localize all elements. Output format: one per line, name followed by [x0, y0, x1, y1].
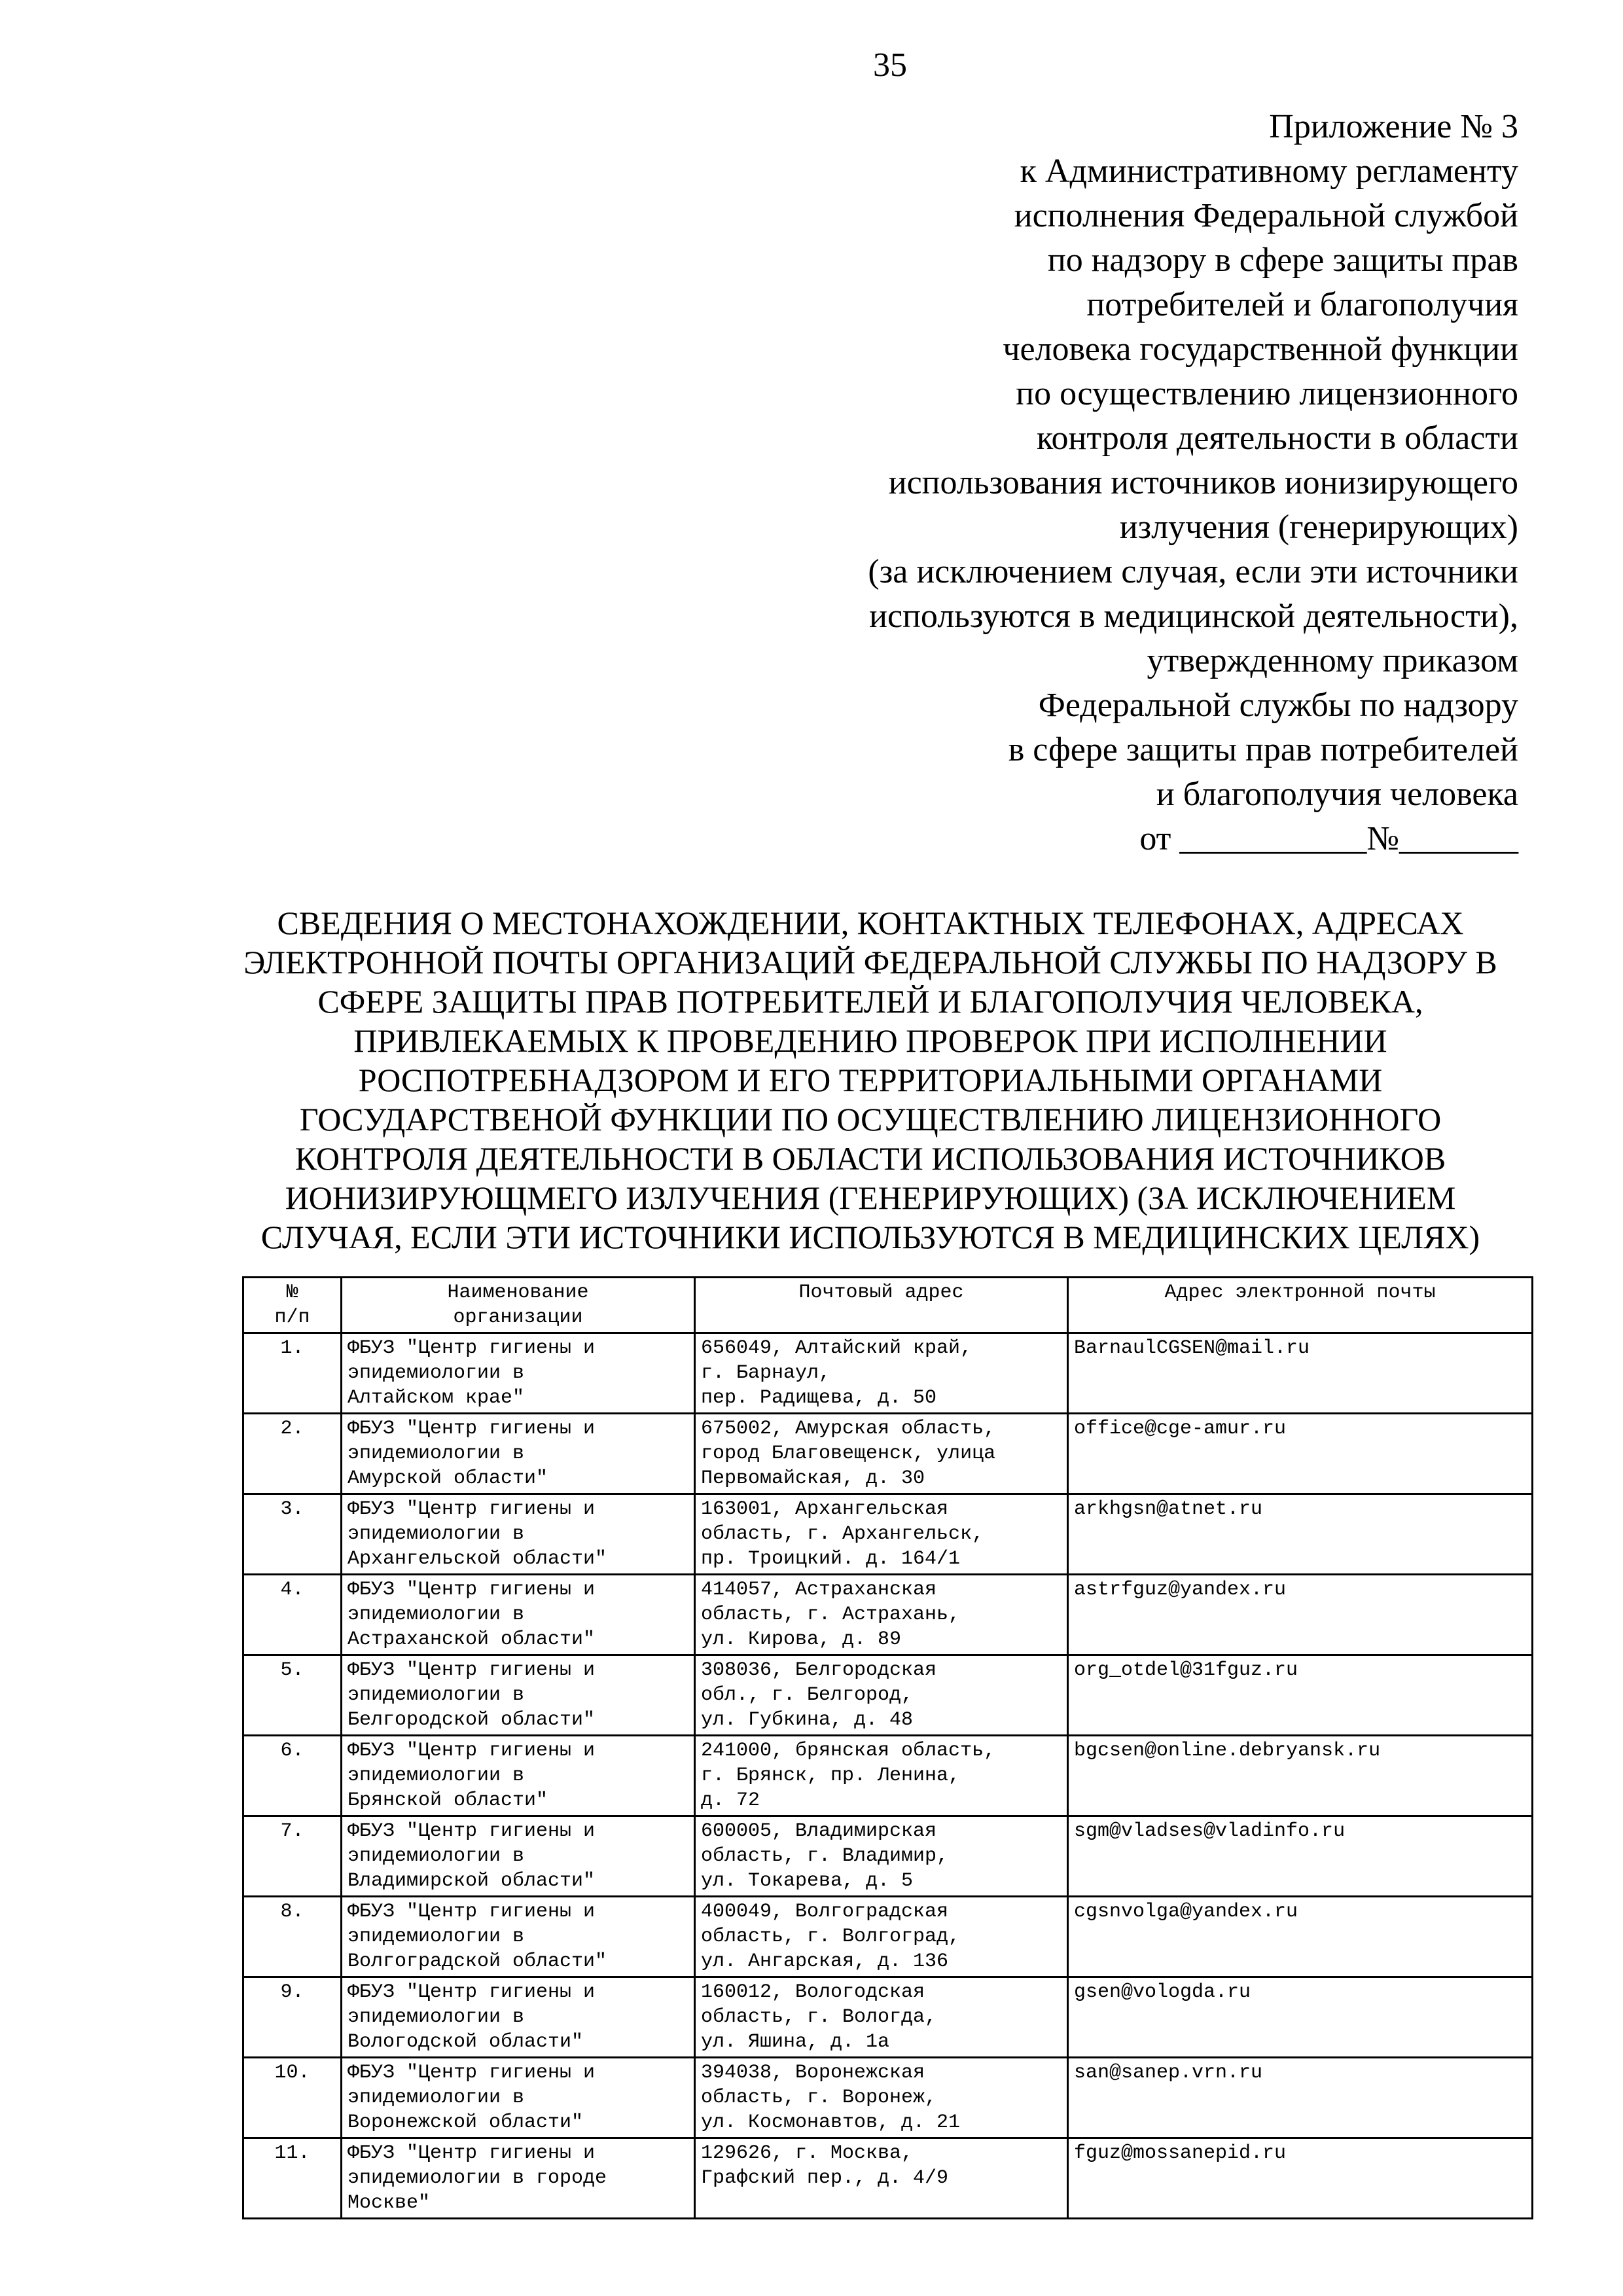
table-row [243, 1816, 1533, 1897]
row-number: 10. [243, 2058, 342, 2138]
table-row [243, 2058, 1533, 2138]
email-address: sgm@vladses@vladinfo.ru [1068, 1816, 1533, 1897]
postal-address: 308036, Белгородская обл., г. Белгород, ул. Губкина, д. 48 [695, 1655, 1068, 1736]
row-number: 9. [243, 1977, 342, 2058]
heading-line: ГОСУДАРСТВЕНОЙ ФУНКЦИИ ПО ОСУЩЕСТВЛЕНИЮ ЛИЦЕНЗИОННОГО [299, 1101, 1442, 1138]
row-number: 5. [243, 1655, 342, 1736]
postal-address: 160012, Вологодская область, г. Вологда, ул. Яшина, д. 1а [695, 1977, 1068, 2058]
table-row [243, 1333, 1533, 1414]
appendix-line: в сфере защиты прав потребителей [1008, 731, 1518, 768]
appendix-line: (за исключением случая, если эти источники [868, 553, 1518, 590]
row-number: 7. [243, 1816, 342, 1897]
heading-line: СФЕРЕ ЗАЩИТЫ ПРАВ ПОТРЕБИТЕЛЕЙ И БЛАГОПОЛУЧИЯ ЧЕЛОВЕКА, [317, 983, 1423, 1020]
table-row [243, 1897, 1533, 1977]
organization-name: ФБУЗ "Центр гигиены и эпидемиологии в Архангельской области" [342, 1494, 695, 1575]
organization-name: ФБУЗ "Центр гигиены и эпидемиологии в Владимирской области" [342, 1816, 695, 1897]
row-number: 6. [243, 1736, 342, 1816]
table-row [243, 1575, 1533, 1655]
postal-address: 241000, брянская область, г. Брянск, пр. Ленина, д. 72 [695, 1736, 1068, 1816]
table-header-row [243, 1278, 1533, 1333]
organization-name: ФБУЗ "Центр гигиены и эпидемиологии в Алтайском крае" [342, 1333, 695, 1414]
row-number: 11. [243, 2138, 342, 2219]
heading-line: ПРИВЛЕКАЕМЫХ К ПРОВЕДЕНИЮ ПРОВЕРОК ПРИ ИСПОЛНЕНИИ [353, 1022, 1387, 1059]
postal-address: 600005, Владимирская область, г. Владимир, ул. Токарева, д. 5 [695, 1816, 1068, 1897]
appendix-line: к Административному регламенту [1020, 152, 1518, 190]
page-number: 35 [873, 46, 907, 84]
appendix-line: Федеральной службы по надзору [1038, 687, 1518, 724]
organization-name: ФБУЗ "Центр гигиены и эпидемиологии в Воронежской области" [342, 2058, 695, 2138]
appendix-line: использования источников ионизирующего [888, 464, 1518, 501]
postal-address: 163001, Архангельская область, г. Архангельск, пр. Троицкий. д. 164/1 [695, 1494, 1068, 1575]
header-address: Почтовый адрес [695, 1278, 1068, 1333]
appendix-line: по осуществлению лицензионного [1016, 375, 1518, 412]
appendix-line: излучения (генерирующих) [1119, 509, 1518, 546]
table-row [243, 2138, 1533, 2219]
heading-line: ЭЛЕКТРОННОЙ ПОЧТЫ ОРГАНИЗАЦИЙ ФЕДЕРАЛЬНОЙ СЛУЖБЫ ПО НАДЗОРУ В [243, 944, 1497, 980]
row-number: 3. [243, 1494, 342, 1575]
organizations-table [242, 1276, 1533, 2219]
row-number: 1. [243, 1333, 342, 1414]
appendix-line: по надзору в сфере защиты прав [1047, 242, 1518, 279]
table-row [243, 1494, 1533, 1575]
table-row [243, 1977, 1533, 2058]
email-address: org_otdel@31fguz.ru [1068, 1655, 1533, 1736]
header-number: № п/п [243, 1278, 342, 1333]
appendix-line: человека государственной функции [1003, 331, 1518, 368]
organization-name: ФБУЗ "Центр гигиены и эпидемиологии в Белгородской области" [342, 1655, 695, 1736]
postal-address: 394038, Воронежская область, г. Воронеж, ул. Космонавтов, д. 21 [695, 2058, 1068, 2138]
organization-name: ФБУЗ "Центр гигиены и эпидемиологии в Вологодской области" [342, 1977, 695, 2058]
email-address: arkhgsn@atnet.ru [1068, 1494, 1533, 1575]
organization-name: ФБУЗ "Центр гигиены и эпидемиологии в Астраханской области" [342, 1575, 695, 1655]
email-address: gsen@vologda.ru [1068, 1977, 1533, 2058]
row-number: 8. [243, 1897, 342, 1977]
appendix-line: утвержденному приказом [1147, 642, 1518, 679]
appendix-line: потребителей и благополучия [1086, 286, 1518, 323]
heading-line: РОСПОТРЕБНАДЗОРОМ И ЕГО ТЕРРИТОРИАЛЬНЫМИ ОРГАНАМИ [358, 1062, 1383, 1098]
document-heading [223, 903, 1518, 1257]
postal-address: 656049, Алтайский край, г. Барнаул, пер. Радищева, д. 50 [695, 1333, 1068, 1414]
postal-address: 129626, г. Москва, Графский пер., д. 4/9 [695, 2138, 1068, 2219]
table-row [243, 1736, 1533, 1816]
appendix-line: Приложение № 3 [1269, 108, 1518, 145]
heading-line: КОНТРОЛЯ ДЕЯТЕЛЬНОСТИ В ОБЛАСТИ ИСПОЛЬЗОВАНИЯ ИСТОЧНИКОВ [294, 1140, 1446, 1177]
table-body [243, 1333, 1533, 2219]
appendix-line: контроля деятельности в области [1036, 420, 1518, 457]
table-row [243, 1414, 1533, 1494]
postal-address: 400049, Волгоградская область, г. Волгоград, ул. Ангарская, д. 136 [695, 1897, 1068, 1977]
appendix-line: исполнения Федеральной службой [1014, 197, 1518, 234]
email-address: san@sanep.vrn.ru [1068, 2058, 1533, 2138]
appendix-block [668, 105, 1518, 861]
table-row [243, 1655, 1533, 1736]
organization-name: ФБУЗ "Центр гигиены и эпидемиологии в Волгоградской области" [342, 1897, 695, 1977]
email-address: bgcsen@online.debryansk.ru [1068, 1736, 1533, 1816]
email-address: office@cge-amur.ru [1068, 1414, 1533, 1494]
header-name: Наименование организации [342, 1278, 695, 1333]
organization-name: ФБУЗ "Центр гигиены и эпидемиологии в городе Москве" [342, 2138, 695, 2219]
appendix-line: используются в медицинской деятельности), [869, 598, 1518, 635]
row-number: 4. [243, 1575, 342, 1655]
organization-name: ФБУЗ "Центр гигиены и эпидемиологии в Амурской области" [342, 1414, 695, 1494]
heading-line: ИОНИЗИРУЮЩМЕГО ИЗЛУЧЕНИЯ (ГЕНЕРИРУЮЩИХ) (ЗА ИСКЛЮЧЕНИЕМ [285, 1179, 1456, 1216]
heading-line: СЛУЧАЯ, ЕСЛИ ЭТИ ИСТОЧНИКИ ИСПОЛЬЗУЮТСЯ В МЕДИЦИНСКИХ ЦЕЛЯХ) [260, 1219, 1480, 1255]
header-email: Адрес электронной почты [1068, 1278, 1533, 1333]
row-number: 2. [243, 1414, 342, 1494]
heading-line: СВЕДЕНИЯ О МЕСТОНАХОЖДЕНИИ, КОНТАКТНЫХ ТЕЛЕФОНАХ, АДРЕСАХ [277, 905, 1464, 941]
email-address: cgsnvolga@yandex.ru [1068, 1897, 1533, 1977]
appendix-line: и благополучия человека [1156, 776, 1518, 813]
email-address: astrfguz@yandex.ru [1068, 1575, 1533, 1655]
email-address: fguz@mossanepid.ru [1068, 2138, 1533, 2219]
postal-address: 675002, Амурская область, город Благовещенск, улица Первомайская, д. 30 [695, 1414, 1068, 1494]
email-address: BarnaulCGSEN@mail.ru [1068, 1333, 1533, 1414]
appendix-line: от ___________№_______ [1139, 820, 1518, 857]
organization-name: ФБУЗ "Центр гигиены и эпидемиологии в Брянской области" [342, 1736, 695, 1816]
postal-address: 414057, Астраханская область, г. Астрахань, ул. Кирова, д. 89 [695, 1575, 1068, 1655]
